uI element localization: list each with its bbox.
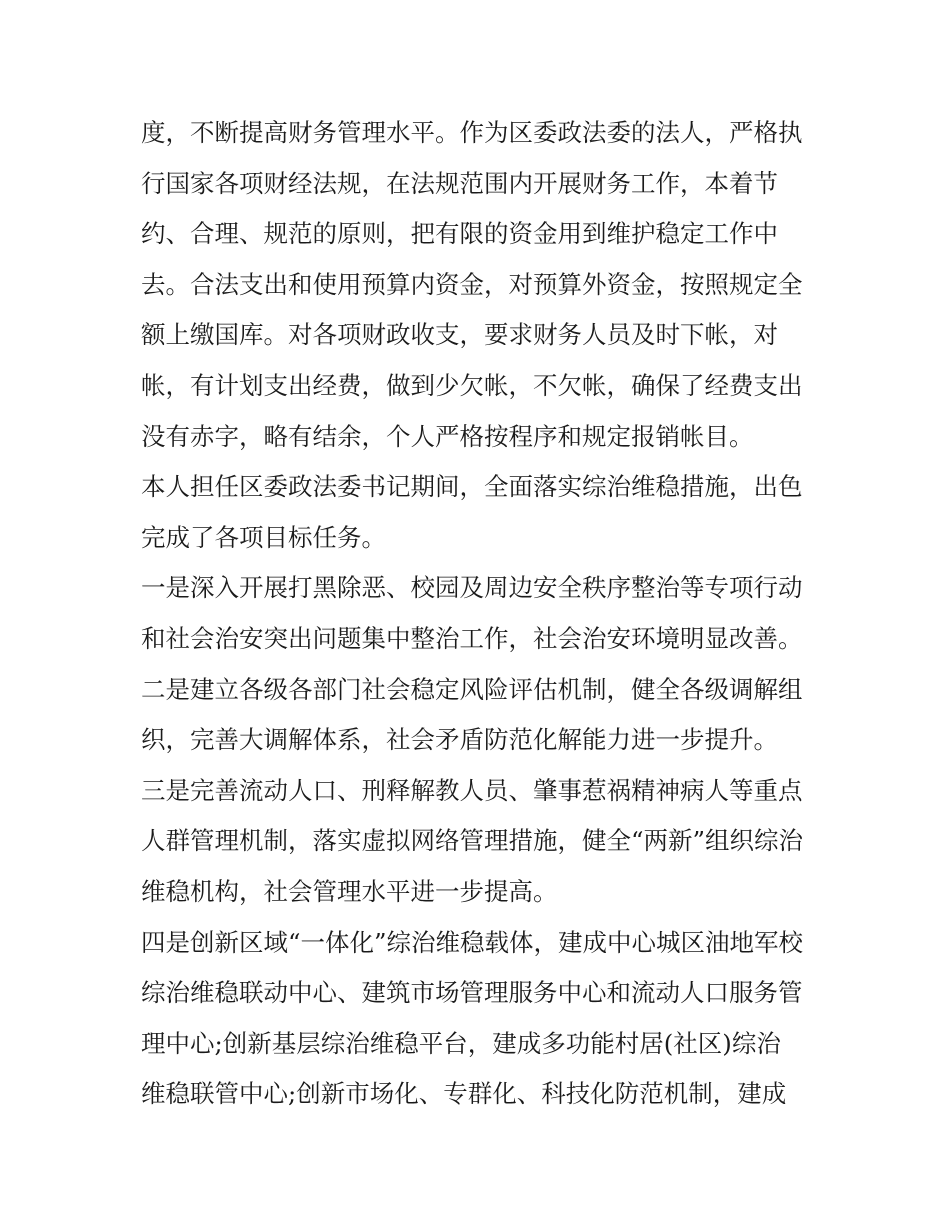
text-line-9: 完成了各项目标任务。 xyxy=(141,522,386,552)
text-line-3: 约、合理、规范的原则，把有限的资金用到维护稳定工作中 xyxy=(141,219,778,249)
text-line-13: 织，完善大调解体系，社会矛盾防范化解能力进一步提升。 xyxy=(141,725,778,755)
text-line-19: 理中心;创新基层综治维稳平台，建成多功能村居(社区)综治 xyxy=(141,1028,781,1058)
text-line-1: 度，不断提高财务管理水平。作为区委政法委的法人，严格执 xyxy=(141,118,803,147)
text-line-16: 维稳机构，社会管理水平进一步提高。 xyxy=(141,876,558,906)
text-line-4: 去。合法支出和使用预算内资金，对预算外资金，按照规定全 xyxy=(141,269,803,299)
text-line-20: 维稳联管中心;创新市场化、专群化、科技化防范机制，建成 xyxy=(141,1079,787,1109)
text-line-14: 三是完善流动人口、刑释解教人员、肇事惹祸精神病人等重点 xyxy=(141,775,803,805)
text-line-7: 没有赤字，略有结余，个人严格按程序和规定报销帐目。 xyxy=(141,421,754,451)
body-text xyxy=(141,108,821,1120)
text-line-2: 行国家各项财经法规，在法规范围内开展财务工作，本着节 xyxy=(141,168,778,198)
text-line-8: 本人担任区委政法委书记期间，全面落实综治维稳措施，出色 xyxy=(141,472,803,502)
text-line-6: 帐，有计划支出经费，做到少欠帐，不欠帐，确保了经费支出 xyxy=(141,370,803,400)
text-line-18: 综治维稳联动中心、建筑市场管理服务中心和流动人口服务管 xyxy=(141,978,803,1008)
text-line-5: 额上缴国库。对各项财政收支，要求财务人员及时下帐，对 xyxy=(141,320,778,350)
text-line-17: 四是创新区域“一体化”综治维稳载体，建成中心城区油地军校 xyxy=(141,927,804,957)
text-line-15: 人群管理机制，落实虚拟网络管理措施，健全“两新”组织综治 xyxy=(141,826,804,856)
text-line-11: 和社会治安突出问题集中整治工作，社会治安环境明显改善。 xyxy=(141,623,803,653)
text-line-10: 一是深入开展打黑除恶、校园及周边安全秩序整治等专项行动 xyxy=(141,573,803,603)
text-line-12: 二是建立各级各部门社会稳定风险评估机制，健全各级调解组 xyxy=(141,674,803,704)
